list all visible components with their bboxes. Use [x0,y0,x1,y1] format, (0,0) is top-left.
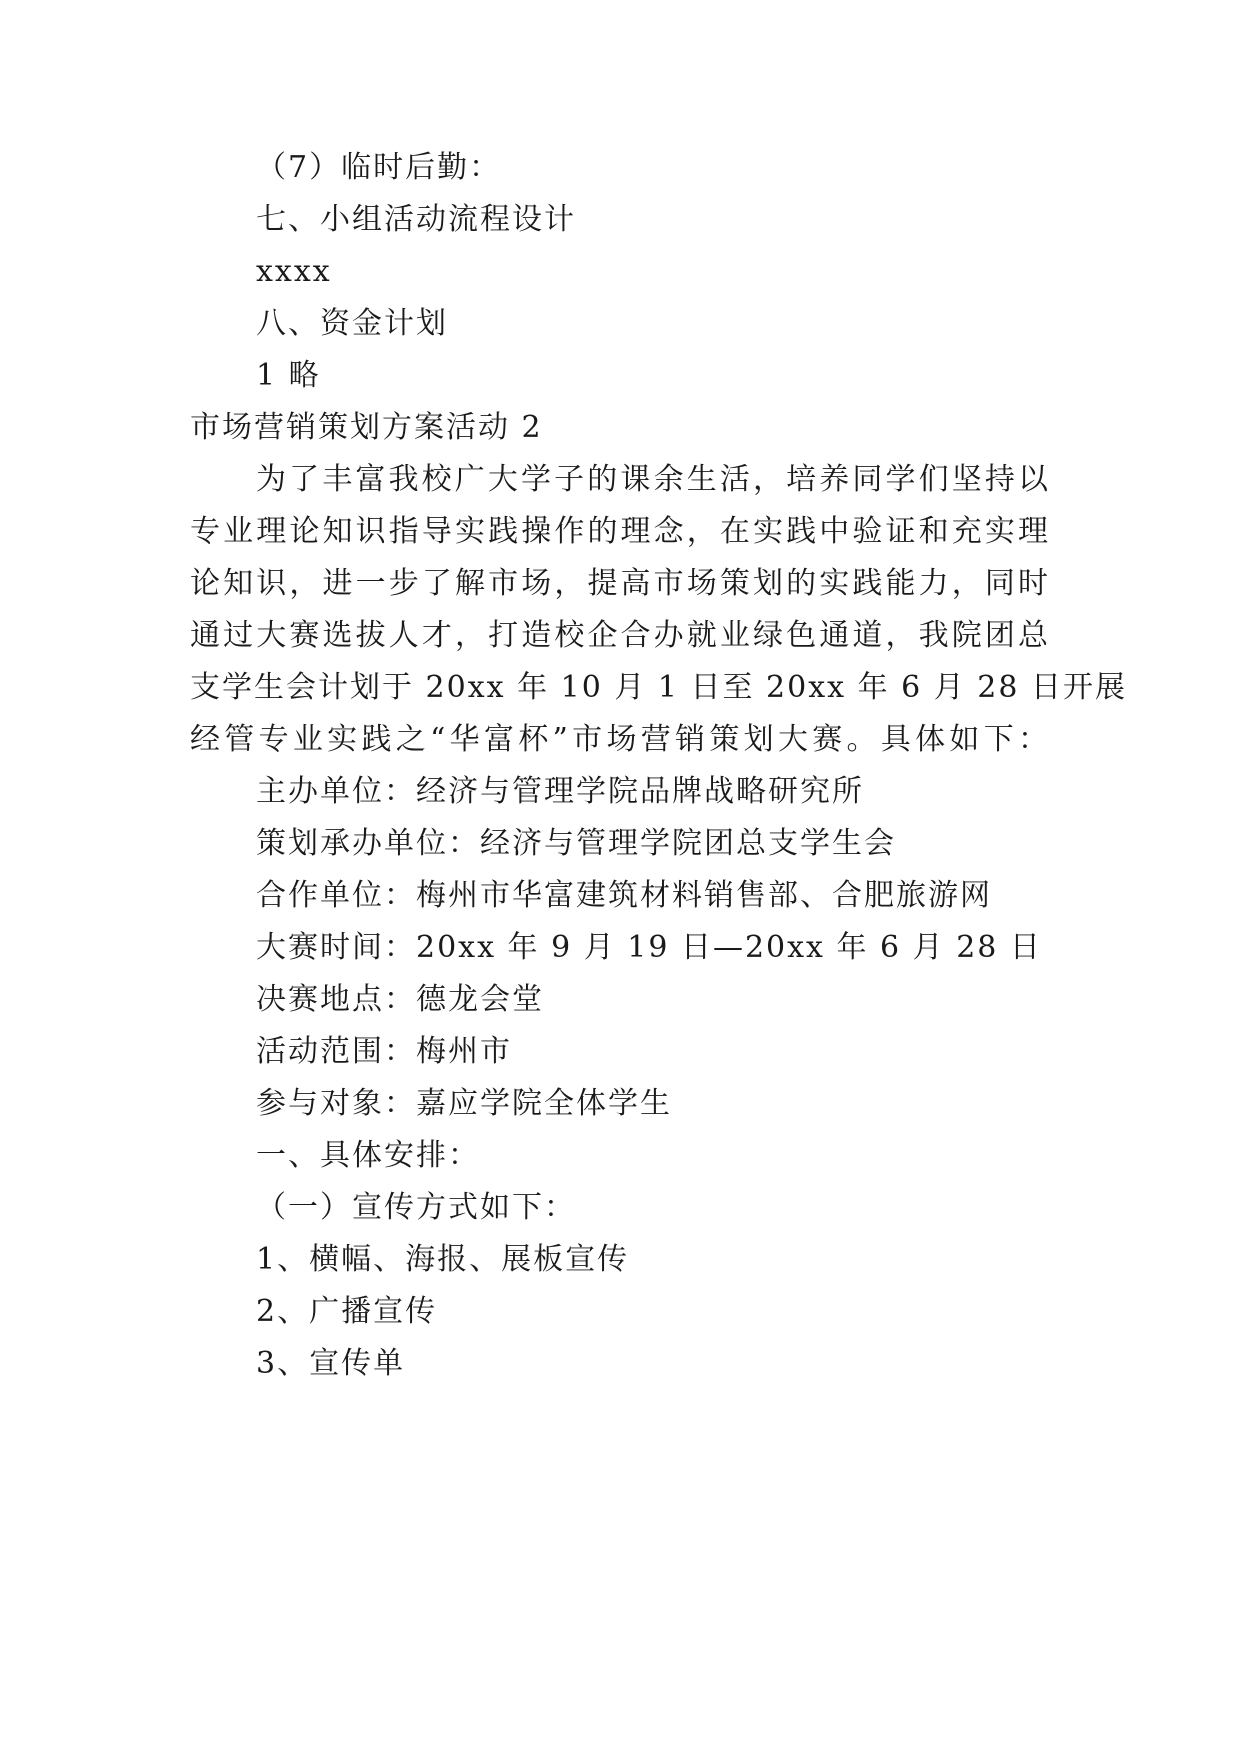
detail-time: 大赛时间：20xx 年 9 月 19 日—20xx 年 6 月 28 日 [256,930,1042,965]
detail-venue: 决赛地点：德龙会堂 [256,982,544,1017]
heading-publicity: （一）宣传方式如下： [256,1190,576,1225]
paragraph-line: 论知识，进一步了解市场，提高市场策划的实践能力，同时 [190,566,1050,601]
detail-partners: 合作单位：梅州市华富建筑材料销售部、合肥旅游网 [256,878,992,913]
heading-arrangement: 一、具体安排： [256,1138,480,1173]
section-title: 市场营销策划方案活动 2 [190,410,543,445]
detail-scope: 活动范围：梅州市 [256,1034,512,1069]
budget-note: 1 略 [256,358,321,393]
list-item: 3、宣传单 [256,1346,406,1381]
paragraph-line: 支学生会计划于 20xx 年 10 月 1 日至 20xx 年 6 月 28 日开展 [190,670,1127,705]
paragraph-line: 经管专业实践之“华富杯”市场营销策划大赛。具体如下： [190,722,1050,757]
heading-section-eight: 八、资金计划 [256,306,448,341]
heading-temporary-logistics: （7）临时后勤： [256,150,502,185]
detail-organizer: 主办单位：经济与管理学院品牌战略研究所 [256,774,864,809]
detail-co-organizer: 策划承办单位：经济与管理学院团总支学生会 [256,826,896,861]
detail-participants: 参与对象：嘉应学院全体学生 [256,1086,672,1121]
heading-section-seven: 七、小组活动流程设计 [256,202,576,237]
paragraph-line: 为了丰富我校广大学子的课余生活，培养同学们坚持以 [256,462,1050,497]
paragraph-line: 专业理论知识指导实践操作的理念，在实践中验证和充实理 [190,514,1050,549]
list-item: 2、广播宣传 [256,1294,438,1329]
placeholder-text: xxxx [256,254,332,289]
list-item: 1、横幅、海报、展板宣传 [256,1242,630,1277]
paragraph-line: 通过大赛选拔人才，打造校企合办就业绿色通道，我院团总 [190,618,1050,653]
